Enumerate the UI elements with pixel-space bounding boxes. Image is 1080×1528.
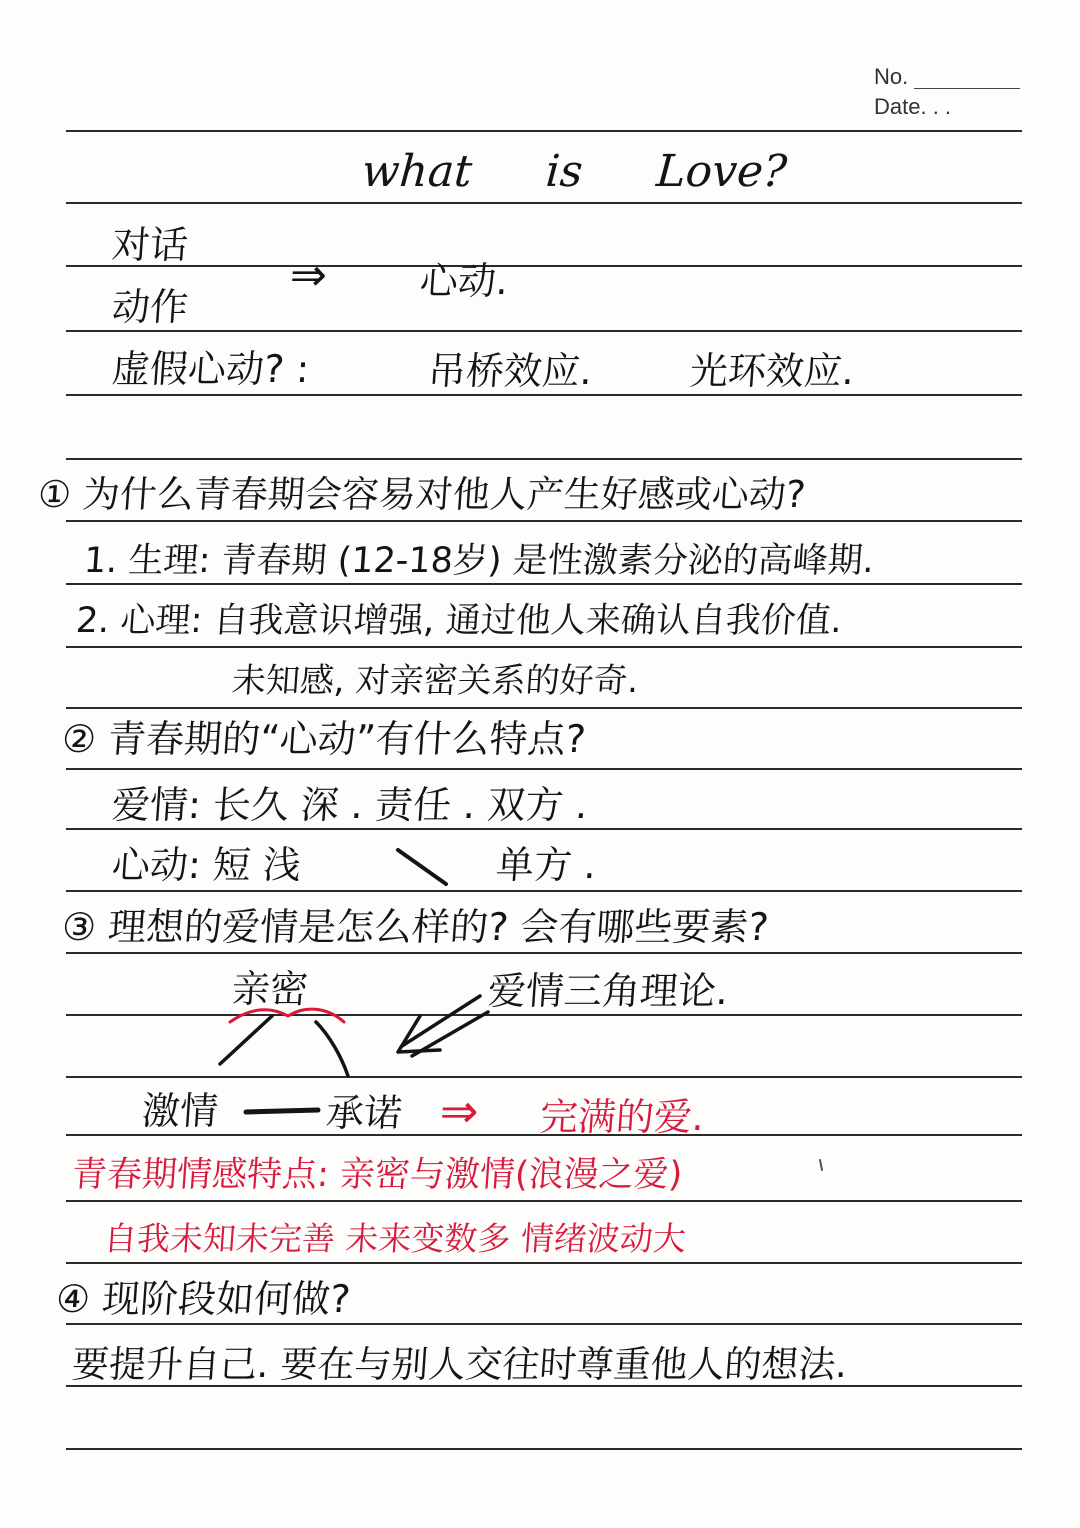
question-3: ③ 理想的爱情是怎么样的? 会有哪些要素? — [60, 905, 771, 949]
question-4: ④ 现阶段如何做? — [54, 1277, 352, 1321]
triangle-left-arm — [220, 1016, 272, 1064]
triangle-intimacy: 亲密 — [230, 967, 310, 1011]
triangle-right-arm — [316, 1022, 348, 1076]
question-2: ② 青春期的“心动”有什么特点? — [60, 717, 588, 761]
q1-answer-curiosity: 未知感, 对亲密关系的好奇. — [230, 661, 640, 701]
note-heartbeat: 心动. — [418, 259, 510, 303]
q2-love: 爱情: 长久 深 . 责任 . 双方 . — [110, 783, 590, 827]
no-label: No. — [874, 64, 909, 89]
q1-answer-psychology: 2. 心理: 自我意识增强, 通过他人来确认自我价值. — [74, 601, 844, 641]
q4-answer: 要提升自己. 要在与别人交往时尊重他人的想法. — [70, 1343, 849, 1386]
triangle-commitment: 承诺 — [324, 1091, 404, 1135]
red-note-adolescent-traits: 青春期情感特点: 亲密与激情(浪漫之爱) — [70, 1155, 684, 1195]
q2-crush-one-sided: 单方 . — [494, 843, 598, 887]
question-1: ① 为什么青春期会容易对他人产生好感或心动? — [36, 473, 808, 516]
triangle-passion: 激情 — [140, 1089, 220, 1133]
note-dialogue: 对话 — [110, 223, 190, 267]
dash-stroke — [398, 850, 446, 884]
page-title: what is Love? — [360, 146, 789, 197]
q1-answer-physiology: 1. 生理: 青春期 (12-18岁) 是性激素分泌的高峰期. — [82, 541, 876, 581]
passion-commitment-dash — [246, 1110, 318, 1112]
red-note-reasons: 自我未知未完善 未来变数多 情绪波动大 — [102, 1219, 688, 1258]
triangle-theory-label: 爱情三角理论. — [486, 969, 730, 1013]
note-bridge-effect: 吊桥效应. — [426, 349, 594, 393]
note-false-crush: 虚假心动? : — [110, 347, 311, 391]
red-implies-arrow-icon: ⇒ — [438, 1084, 481, 1138]
date-label: Date. . . — [874, 94, 952, 119]
red-underline — [230, 1009, 344, 1022]
note-halo-effect: 光环效应. — [688, 349, 856, 393]
implies-arrow-icon: ⇒ — [288, 250, 329, 301]
q2-crush: 心动: 短 浅 — [110, 843, 303, 887]
consummate-love: 完满的爱. — [538, 1095, 706, 1139]
note-action: 动作 — [110, 285, 190, 329]
